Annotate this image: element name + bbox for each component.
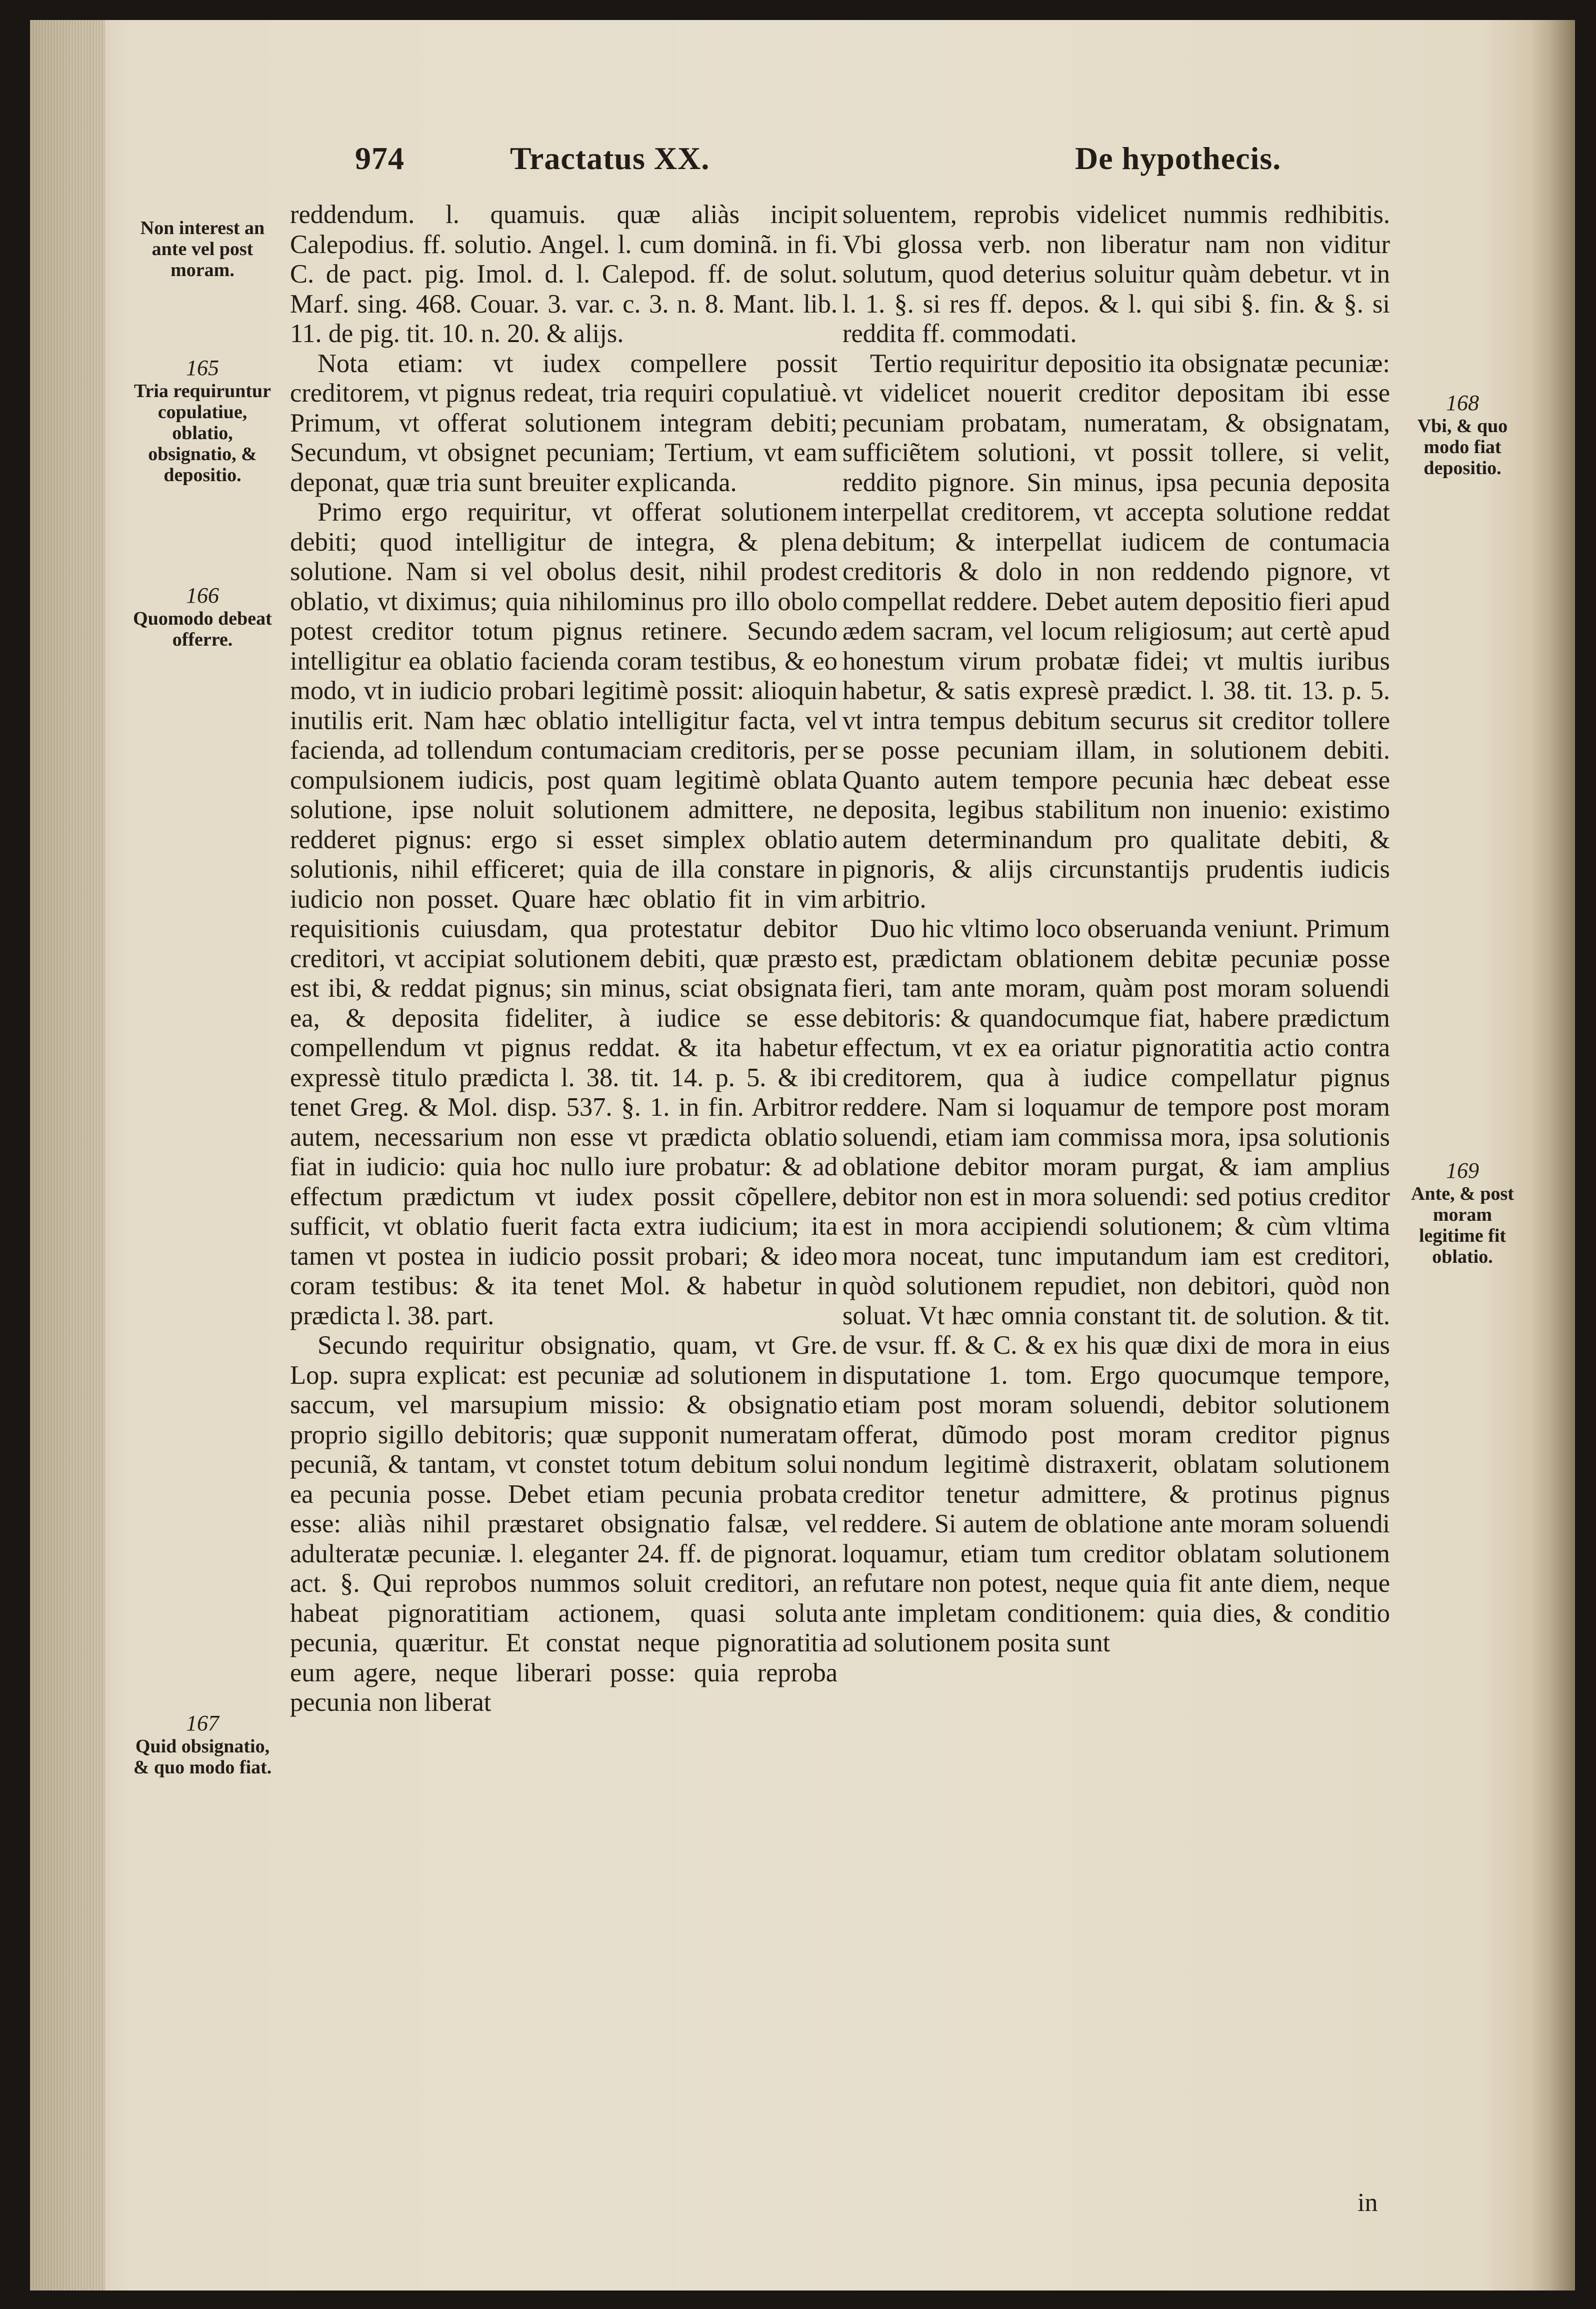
paragraph: Duo hic vltimo loco obseruanda veniunt. Primum est, prædictam oblationem debitæ pecuniæ posse fieri, tam ante moram, quàm post moram soluendi debitoris: & quandocumque fiat, habere prædictum effectum, vt ex ea oriatur pignoratitia actio contra creditorem, qua à iudice compellatur pignus reddere. Nam si loquamur de tempore post moram soluendi, etiam iam commissa mora, ipsa solutionis oblatione debitor moram purgat, & iam amplius debitor non est in mora soluendi: sed potius creditor est in mora accipiendi solutionem; & cùm vltima mora noceat, tunc imputandum iam est creditori, quòd solutionem repudiet, non debitori, quòd non soluat. Vt hæc omnia constant tit. de solution. & tit. de vsur. ff. & C. & ex his quæ dixi de mora in eius disputatione 1. tom. Ergo quocumque tempore, etiam post moram soluendi, debitor solutionem offerat, dũmodo post moram creditor pignus nondum legitimè distraxerit, oblatam solutionem creditor tenetur admittere, & protinus pignus reddere. Si autem de oblatione ante moram soluendi loquamur, etiam tum creditor oblatam solutionem refutare non potest, neque quia fit ante diem, neque ante impletam conditionem: quia dies, & conditio ad solutionem posita sunt — [842, 914, 1390, 1657]
gutter-shadow — [1530, 20, 1575, 2290]
paragraph: Primo ergo requiritur, vt offerat solutionem debiti; quod intelligitur de integra, & plena solutione. Nam si vel obolus desit, nihil prodest oblatio, vt diximus; quia nihilominus pro illo obolo potest creditor totum pignus retinere. Secundo intelligitur ea oblatio facienda coram testibus, & eo modo, vt in iudicio probari legitimè possit: alioquin inutilis erit. Nam hæc oblatio intelligitur facta, vel facienda, ad tollendum contumaciam creditoris, per compulsionem iudicis, post quam legitimè oblata solutione, ipse noluit solutionem admittere, ne redderet pignus: ergo si esset simplex oblatio solutionis, nihil efficeret; quia de illa constare in iudicio non posset. Quare hæc oblatio fit in vim requisitionis cuiusdam, qua protestatur debitor creditori, vt accipiat solutionem debiti, quæ præsto est ibi, & reddat pignus; sin minus, sciat obsignata ea, & deposita fideliter, à iudice se esse compellendum vt pignus reddat. & ita habetur expressè titulo prædicta l. 38. tit. 14. p. 5. & ibi tenet Greg. & Mol. disp. 537. §. 1. in fin. Arbitror autem, necessarium non esse vt prædicta oblatio fiat in iudicio: quia hoc nullo iure probatur: & ad effectum prædictum vt iudex possit cõpellere, sufficit, vt oblatio fuerit facta extra iudicium; ita tamen vt postea in iudicio possit probari; & ideo coram testibus: & ita tenet Mol. & habetur in prædicta l. 38. part. — [290, 498, 838, 1330]
paragraph: Tertio requiritur depositio ita obsignatæ pecuniæ: vt videlicet nouerit creditor depositam ibi esse pecuniam probatam, numeratam, & obsignatam, sufficiẽtem solutioni, vt possit tollere, si velit, reddito pignore. Sin minus, ipsa pecunia deposita interpellat creditorem, vt accepta solutione reddat debitum; & interpellat iudicem de contumacia creditoris & dolo in non reddendo pignore, vt compellat reddere. Debet autem depositio fieri apud ædem sacram, vel locum religiosum; aut certè apud honestum virum probatæ fidei; vt multis iuribus habetur, & satis expresè prædict. l. 38. tit. 13. p. 5. vt intra tempus debitum securus sit creditor tollere se posse pecuniam illam, in solutionem debiti. Quanto autem tempore pecunia hæc debeat esse deposita, legibus stabilitum non inuenio: existimo autem determinandum pro qualitate debiti, & pignoris, & alijs circunstantijs prudentis iudicis arbitrio. — [842, 349, 1390, 914]
margin-note: 165 Tria requiruntur copulatiue, oblatio, obsignatio, & depositio. — [130, 358, 275, 486]
note-number: 168 — [1446, 391, 1479, 415]
note-number: 169 — [1446, 1158, 1479, 1183]
left-column — [290, 200, 838, 1718]
margin-note: Non interest an ante vel post moram. — [140, 218, 265, 281]
folio-number: 974 — [355, 141, 404, 176]
margin-note: 168 Vbi, & quo modo fiat depositio. — [1402, 393, 1522, 479]
margin-note: 169 Ante, & post moram legitime fit oblatio. — [1402, 1160, 1522, 1267]
note-number: 167 — [186, 1711, 219, 1735]
paragraph: soluentem, reprobis videlicet nummis redhibitis. Vbi glossa verb. non liberatur nam non viditur solutum, quod deterius soluitur quàm debetur. vt in l. 1. §. si res ff. depos. & l. qui sibi §. fin. & §. si reddita ff. commodati. — [842, 200, 1390, 348]
paragraph: Secundo requiritur obsignatio, quam, vt Gre. Lop. supra explicat: est pecuniæ ad solutionem in saccum, vel marsupium missio: & obsignatio proprio sigillo debitoris; quæ supponit numeratam pecuniã, & tantam, vt constet totum debitum solui ea pecunia posse. Debet etiam pecunia probata esse: aliàs nihil præstaret obsignatio falsæ, vel adulteratæ pecuniæ. l. eleganter 24. ff. de pignorat. act. §. Qui reprobos nummos soluit creditori, an habeat pignoratitiam actionem, quasi soluta pecunia, quæritur. Et constat neque pignoratitia eum agere, neque liberari posse: quia reproba pecunia non liberat — [290, 1331, 838, 1717]
page-edge — [30, 20, 105, 2290]
margin-note: 166 Quomodo debeat offerre. — [130, 585, 275, 650]
paragraph: reddendum. l. quamuis. quæ aliàs incipit Calepodius. ff. solutio. Angel. l. cum dominã. in fi. C. de pact. pig. Imol. d. l. Calepod. ff. de solut. Marf. sing. 468. Couar. 3. var. c. 3. n. 8. Mant. lib. 11. de pig. tit. 10. n. 20. & alijs. — [290, 200, 838, 348]
topic-title: De hypothecis. — [1075, 141, 1282, 176]
paragraph: Nota etiam: vt iudex compellere possit creditorem, vt pignus redeat, tria requiri copulatiuè. Primum, vt offerat solutionem integram debiti; Secundum, vt obsignet pecuniam; Tertium, vt eam deponat, quæ tria sunt breuiter explicanda. — [290, 349, 838, 497]
tract-title: Tractatus XX. — [510, 141, 710, 176]
note-number: 165 — [186, 356, 219, 380]
running-head — [310, 140, 1490, 195]
note-number: 166 — [186, 583, 219, 608]
catchword: in — [1358, 2188, 1378, 2217]
right-column — [842, 200, 1390, 1658]
book-page — [30, 20, 1575, 2290]
margin-note: 167 Quid obsignatio, & quo modo fiat. — [130, 1713, 275, 1778]
